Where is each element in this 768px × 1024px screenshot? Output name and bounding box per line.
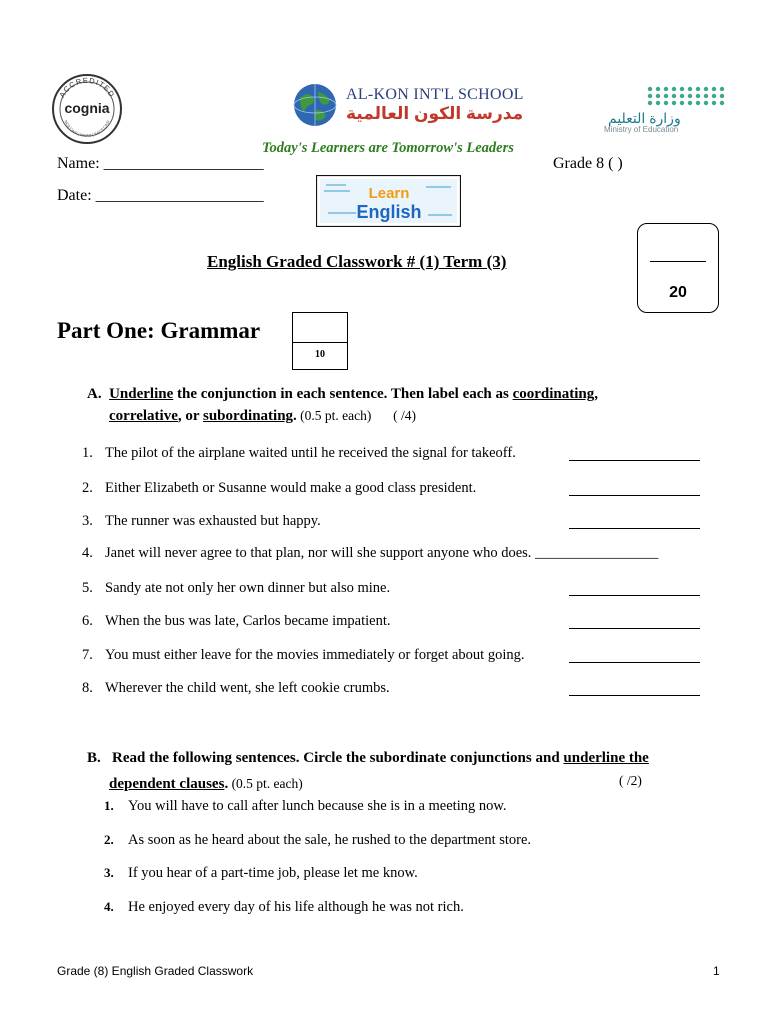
sentence-number: 4. bbox=[104, 899, 114, 914]
sentence-number: 2. bbox=[104, 832, 114, 847]
section-a-letter: A. bbox=[87, 386, 102, 402]
question-number: 2. bbox=[82, 480, 93, 496]
question-text: Wherever the child went, she left cookie crumbs. bbox=[105, 680, 390, 696]
sentence-number: 3. bbox=[104, 865, 114, 880]
answer-line[interactable] bbox=[569, 460, 700, 461]
question-number: 8. bbox=[82, 680, 93, 696]
sentence-row bbox=[0, 865, 768, 885]
score-total: 20 bbox=[669, 284, 687, 301]
sentence-text[interactable]: As soon as he heard about the sale, he rushed to the department store. bbox=[128, 832, 532, 848]
section-a-word-coordinating: coordinating bbox=[512, 386, 595, 402]
section-b-mark: ( /2) bbox=[619, 773, 642, 788]
question-text: Either Elizabeth or Susanne would make a good class president. bbox=[105, 480, 477, 496]
section-b-period: . bbox=[224, 776, 229, 792]
question-text: Sandy ate not only her own dinner but also mine. bbox=[105, 580, 391, 596]
question-text: The runner was exhausted but happy. bbox=[105, 513, 321, 529]
section-a-word-correlative: correlative bbox=[109, 408, 178, 424]
section-b-letter: B. bbox=[87, 750, 101, 766]
answer-line[interactable] bbox=[569, 495, 700, 496]
question-row bbox=[0, 580, 768, 600]
part-one-score-box bbox=[292, 312, 348, 370]
question-number: 6. bbox=[82, 613, 93, 629]
section-a-mark: ( /4) bbox=[393, 408, 417, 423]
section-b-text-start: Read the following sentences. Circle the subordinate conjunctions and bbox=[112, 750, 564, 766]
question-number: 5. bbox=[82, 580, 93, 596]
answer-line[interactable] bbox=[569, 695, 700, 696]
question-row bbox=[0, 480, 768, 500]
learn-badge-word-2: English bbox=[356, 202, 422, 222]
grade-field[interactable]: Grade 8 ( ) bbox=[553, 155, 623, 172]
section-a-comma: , bbox=[594, 386, 599, 402]
section-a-text-mid: the conjunction in each sentence. Then label each as bbox=[173, 386, 513, 402]
section-a-points: (0.5 pt. each) bbox=[296, 408, 372, 423]
sentence-text[interactable]: You will have to call after lunch because she is in a meeting now. bbox=[128, 798, 507, 814]
question-row bbox=[0, 647, 768, 667]
section-a-instructions bbox=[87, 384, 687, 427]
ministry-name-english: Ministry of Education bbox=[604, 125, 679, 134]
section-b-underline-the: underline the bbox=[563, 750, 649, 766]
question-row bbox=[0, 613, 768, 633]
footer-title: Grade (8) English Graded Classwork bbox=[57, 964, 254, 978]
date-field[interactable]: Date: _____________________ bbox=[57, 187, 264, 204]
seal-top-text: ACCREDITED bbox=[57, 75, 117, 100]
answer-line[interactable] bbox=[569, 528, 700, 529]
name-field[interactable]: Name: ____________________ bbox=[57, 155, 264, 172]
school-motto: Today's Learners are Tomorrow's Leaders bbox=[262, 140, 514, 156]
sentence-number: 1. bbox=[104, 798, 114, 813]
sentence-row bbox=[0, 798, 768, 818]
seal-brand-name: cognia bbox=[64, 100, 110, 116]
answer-line[interactable] bbox=[569, 662, 700, 663]
section-b-points: (0.5 pt. each) bbox=[228, 776, 303, 791]
total-score-box bbox=[637, 223, 719, 313]
question-number: 3. bbox=[82, 513, 93, 529]
question-text: The pilot of the airplane waited until he received the signal for takeoff. bbox=[105, 445, 516, 461]
score-blank-line[interactable] bbox=[650, 261, 706, 262]
section-b-instructions bbox=[87, 746, 687, 797]
globe-icon bbox=[292, 82, 338, 128]
question-number: 7. bbox=[82, 647, 93, 663]
section-a-period: . bbox=[293, 408, 297, 424]
section-b-dependent-clauses: dependent clauses bbox=[109, 776, 225, 792]
section-a-word-underline: Underline bbox=[109, 386, 174, 402]
question-row bbox=[0, 513, 768, 533]
question-text-with-blank[interactable]: Janet will never agree to that plan, nor will she support anyone who does. _________________ bbox=[105, 545, 659, 561]
school-name-arabic: مدرسة الكون العالمية bbox=[346, 104, 524, 123]
section-a-or: , or bbox=[177, 408, 203, 424]
section-a-word-subordinating: subordinating bbox=[203, 408, 294, 424]
cognia-accreditation-seal bbox=[51, 73, 123, 145]
page-title: English Graded Classwork # (1) Term (3) bbox=[207, 252, 507, 271]
page-number: 1 bbox=[713, 964, 720, 978]
question-text: When the bus was late, Carlos became impatient. bbox=[105, 613, 391, 629]
question-text: You must either leave for the movies immediately or forget about going. bbox=[105, 647, 525, 663]
part-one-title: Part One: Grammar bbox=[57, 318, 261, 343]
answer-line[interactable] bbox=[569, 628, 700, 629]
part-one-points: 10 bbox=[315, 349, 325, 360]
sentence-text[interactable]: He enjoyed every day of his life although he was not rich. bbox=[128, 899, 464, 915]
question-number: 4. bbox=[82, 545, 93, 561]
sentence-text[interactable]: If you hear of a part-time job, please let me know. bbox=[128, 865, 418, 881]
question-row bbox=[0, 445, 768, 465]
question-row bbox=[0, 545, 768, 565]
school-name-english: AL-KON INT'L SCHOOL bbox=[346, 86, 524, 103]
part-score-divider bbox=[293, 342, 347, 343]
learn-badge-word-1: Learn bbox=[368, 185, 410, 202]
question-row bbox=[0, 680, 768, 700]
learn-english-badge bbox=[316, 175, 461, 227]
answer-line[interactable] bbox=[569, 595, 700, 596]
sentence-row bbox=[0, 899, 768, 919]
ministry-name-arabic: وزارة التعليم bbox=[608, 110, 681, 126]
seal-bottom-text: NCA CASI | NWAC | SACS CASI bbox=[63, 119, 111, 139]
sentence-row bbox=[0, 832, 768, 852]
question-number: 1. bbox=[82, 445, 93, 461]
